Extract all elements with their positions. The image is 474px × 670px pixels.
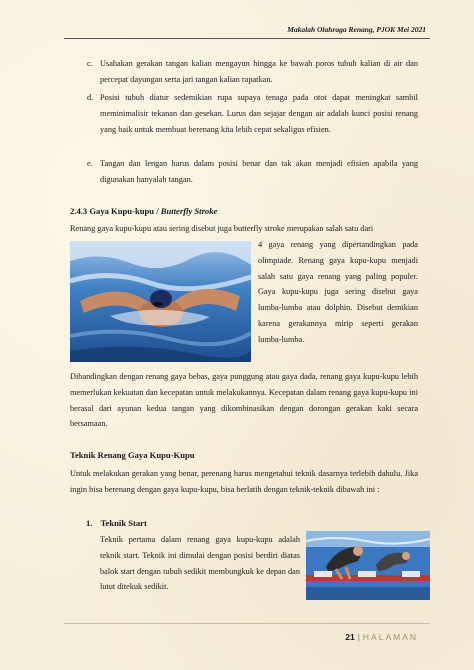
page-header: Makalah Olahraga Renang, PJOK Mei 2021 [287,25,426,34]
list-item-d [87,90,418,137]
list-text: Tangan dan lengan harus dalam posisi benar dan tak akan menjadi efisien apabila yang digunakan hanyalah tangan. [100,159,418,184]
page-number: 21 [345,632,355,642]
section-heading-technique: Teknik Renang Gaya Kupu-Kupu [70,450,195,460]
section-heading-butterfly [70,206,217,216]
paragraph-wrap: 4 gaya renang yang dipertandingkan pada olimpiade. Renang gaya kupu-kupu menjadi salah satu gaya renang yang paling populer. Gaya kupu-kupu juga sering disebut gaya lumba-lumba atau dolphin. Disebut demikian karena gerakannya mirip seperti gerakan lumba-lumba. [258,240,418,344]
list-marker: c. [87,59,93,68]
subheading-start [86,518,147,528]
footer-divider [64,623,430,624]
list-marker: e. [87,159,93,168]
subheading-title: Teknik Start [100,518,147,528]
footer-separator: | [357,632,360,642]
list-item-c [87,56,418,88]
heading-separator: / [154,206,161,216]
header-divider [64,38,430,39]
swim-start-photo [306,531,430,600]
subheading-number: 1. [86,518,93,528]
list-text: Posisi tubuh diatur sedemikian rupa supaya tenaga pada otot dapat meningkat sambil meminimalisir tekanan dan gesekan. Lurus dan sejajar dengan air adalah kunci posisi renang yang baik untuk membuat berenang kita lebih cepat sekaligus efisien. [100,93,418,134]
list-text: Usahakan gerakan tangan kalian mengayun hingga ke bawah poros tubuh kalian di air dan percepat dayungan serta jari tangan kalian rapatkan. [100,59,418,84]
list-marker: d. [87,93,94,102]
paragraph-technique-intro: Untuk melakukan gerakan yang benar, perenang harus mengetahui teknik dasarnya terlebih dahulu. Jika ingin bisa berenang dengan gaya kupu-kupu, bisa berlatih dengan teknik-teknik dibawah ini : [70,469,418,494]
paragraph-start-technique: Teknik pertama dalam renang gaya kupu-kupu adalah teknik start. Teknik ini dimulai dengan posisi berdiri diatas balok start dengan tubuh sedikit membungkuk ke depan dan lutut ditekuk sedikit. [100,535,300,592]
heading-english: Butterfly Stroke [160,206,218,216]
list-item-e [87,156,418,188]
paragraph-intro: Renang gaya kupu-kupu atau sering disebut juga butterfly stroke merupakan salah satu dari [70,224,374,233]
paragraph-comparison: Dibandingkan dengan renang gaya bebas, gaya punggung atau gaya dada, renang gaya kupu-kupu lebih memerlukan kekuatan dan kecepatan untuk melakukannya. Kecepatan dalam renang gaya kupu-kupu ini berasal dari ayunan kedua tangan yang dikombinasikan dengan dorongan gerakan kaki secara bersamaan. [70,372,418,429]
page-footer [345,632,418,642]
footer-label: HALAMAN [362,632,418,642]
heading-number: 2.4.3 Gaya Kupu-kupu [70,206,155,216]
butterfly-swimmer-photo [70,241,251,362]
